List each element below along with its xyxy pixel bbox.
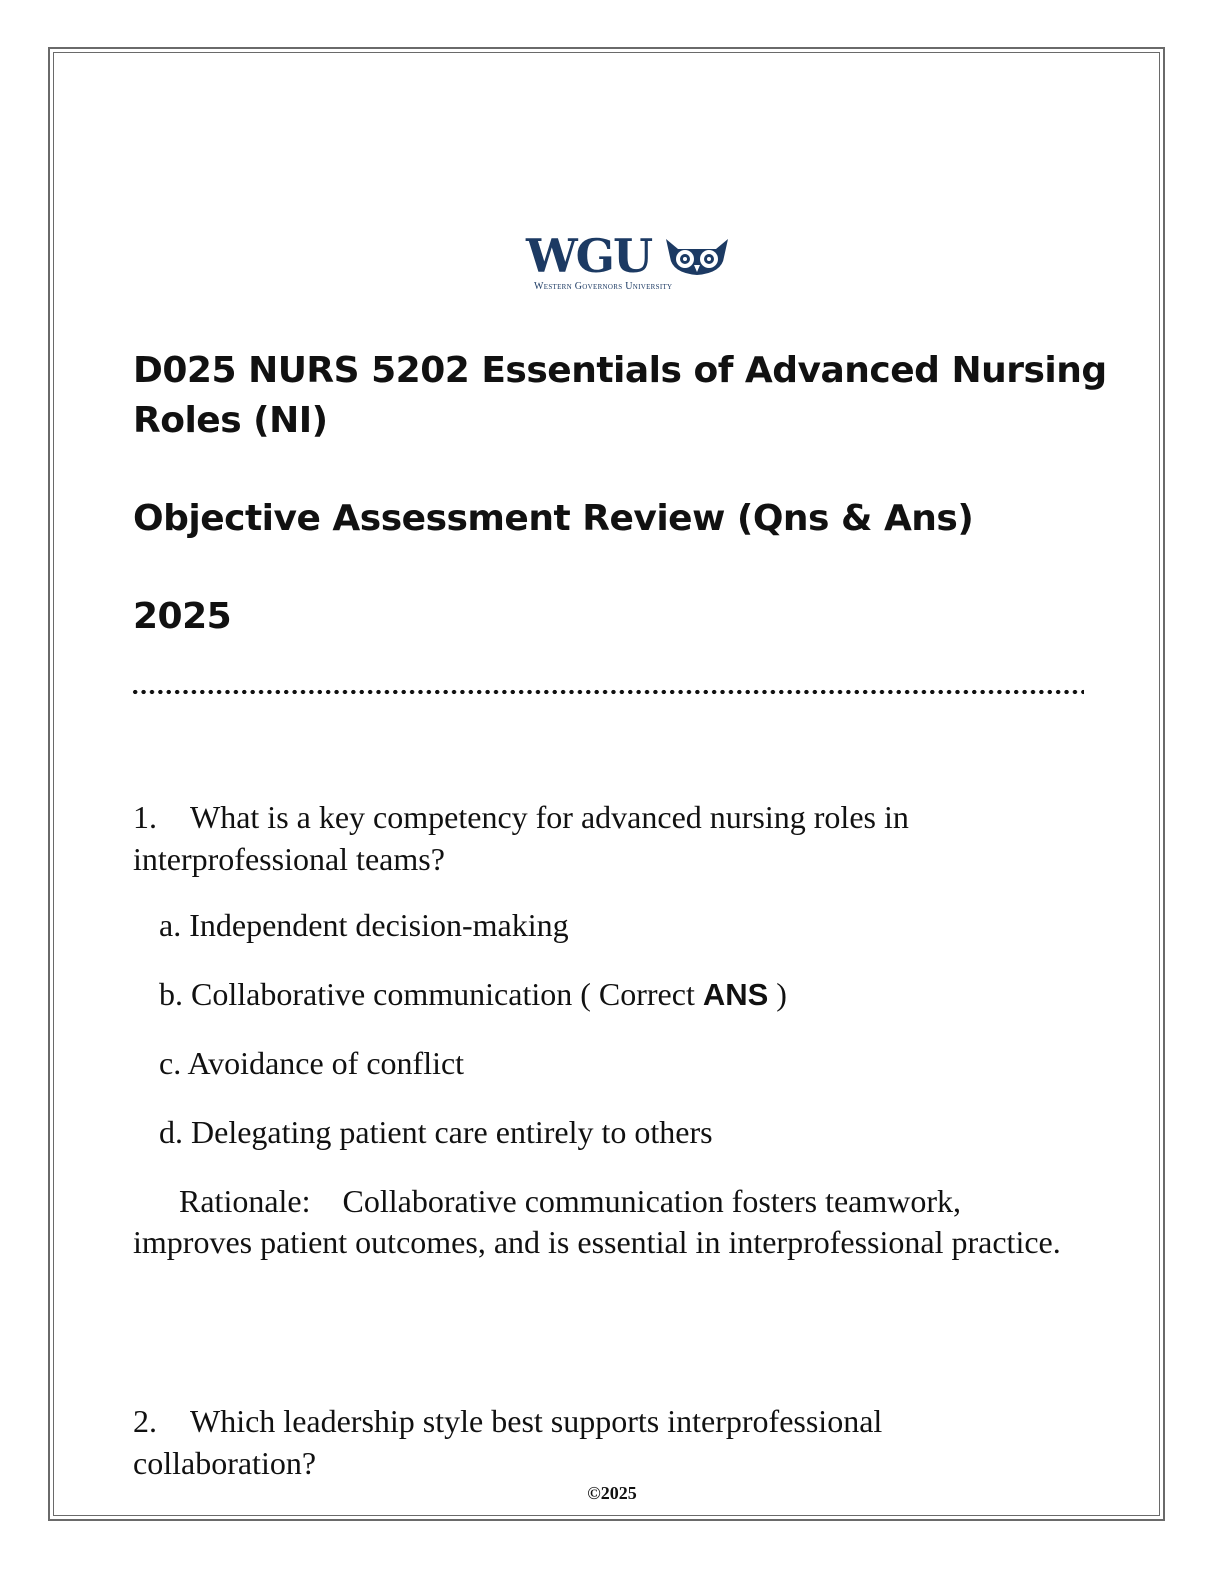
- rationale-label: Rationale:: [179, 1183, 311, 1219]
- correct-answer-mark: ANS: [702, 977, 769, 1012]
- option-c: [159, 1043, 464, 1083]
- option-letter: c.: [159, 1045, 182, 1081]
- question-2: [133, 1400, 1073, 1484]
- logo-subtitle: Western Governors University: [534, 281, 673, 292]
- question-text: What is a key competency for advanced nursing roles in interprofessional teams?: [133, 799, 909, 877]
- course-title: D025 NURS 5202 Essentials of Advanced Nursing Roles (NI): [133, 350, 1107, 441]
- wgu-logo: [526, 229, 736, 295]
- option-d: [159, 1112, 713, 1152]
- owl-icon: [664, 235, 730, 277]
- rationale: [133, 1181, 1063, 1263]
- document-year: 2025: [133, 596, 232, 637]
- option-letter: a.: [159, 907, 182, 943]
- option-b: [159, 974, 787, 1015]
- question-number: 2.: [133, 1403, 157, 1439]
- rationale-text: Collaborative communication fosters teamwork, improves patient outcomes, and is essential in interprofessional practice.: [133, 1183, 1061, 1260]
- option-suffix: ): [768, 976, 787, 1012]
- option-text: Independent decision-making: [189, 907, 569, 943]
- option-letter: b.: [159, 976, 183, 1012]
- dotted-divider: [131, 688, 1084, 696]
- option-letter: d.: [159, 1114, 183, 1150]
- option-text: Delegating patient care entirely to others: [191, 1114, 713, 1150]
- option-text: Avoidance of conflict: [187, 1045, 465, 1081]
- document-subtitle: Objective Assessment Review (Qns & Ans): [133, 498, 974, 539]
- question-text: Which leadership style best supports interprofessional collaboration?: [133, 1403, 883, 1481]
- option-a: [159, 905, 569, 945]
- question-number: 1.: [133, 799, 157, 835]
- logo-wordmark: WGU: [526, 229, 652, 283]
- copyright-footer: ©2025: [587, 1483, 637, 1503]
- question-1: [133, 796, 1073, 880]
- option-text: Collaborative communication ( Correct: [191, 976, 703, 1012]
